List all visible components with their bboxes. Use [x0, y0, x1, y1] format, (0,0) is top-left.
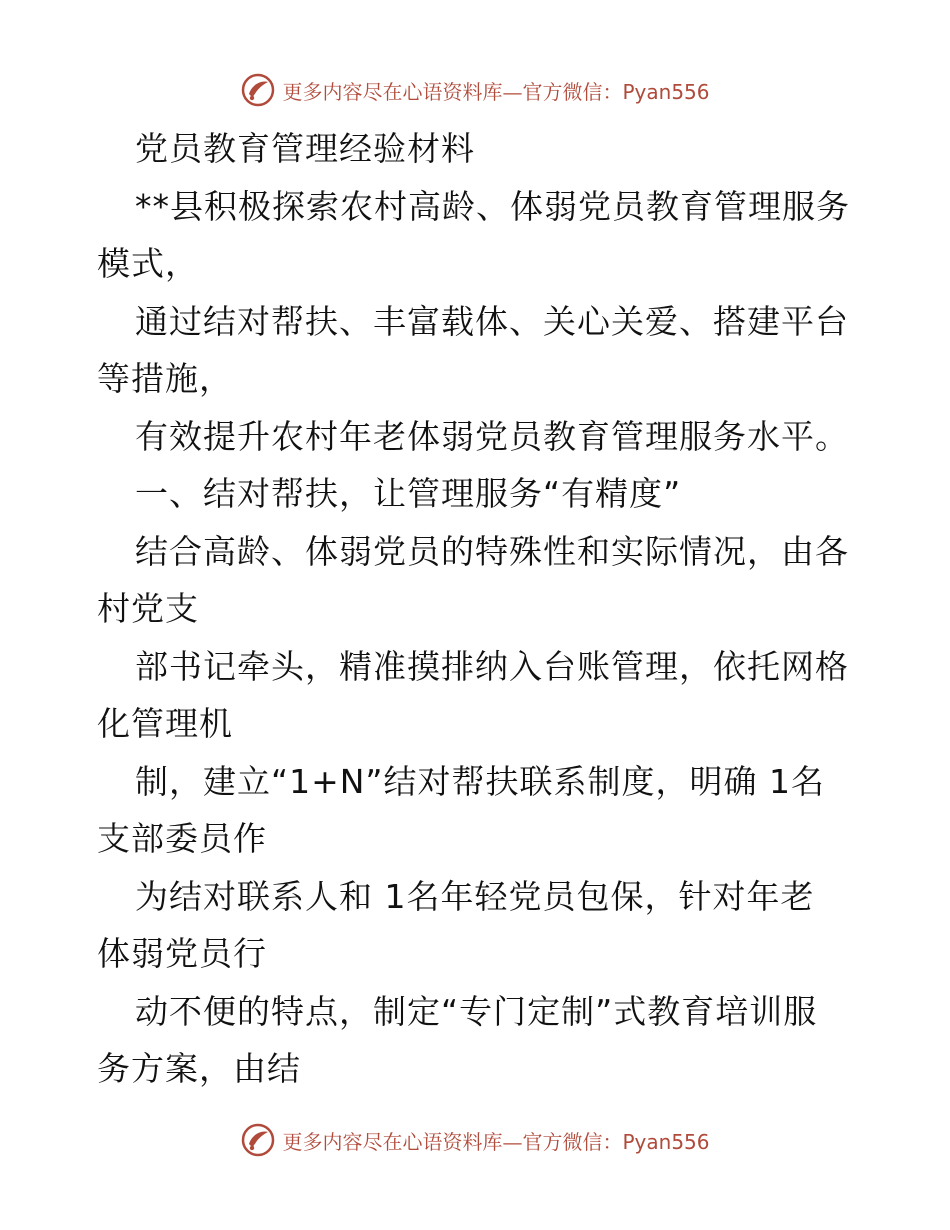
- text-line: 部书记牵头，精准摸排纳入台账管理，依托网格: [135, 646, 849, 686]
- text-line: 制，建立“1+N”结对帮扶联系制度，明确 1名: [135, 761, 826, 801]
- text-line: 有效提升农村年老体弱党员教育管理服务水平。: [135, 416, 849, 456]
- wechat-id: Pyan556: [622, 79, 710, 104]
- footer-banner: [0, 1120, 950, 1160]
- text-line: 党员教育管理经验材料: [135, 129, 475, 168]
- banner-text: 更多内容尽在心语资料库—官方微信：Pyan556: [282, 1129, 710, 1154]
- text-line: 结合高龄、体弱党员的特殊性和实际情况，由各: [135, 531, 849, 571]
- document-body: [97, 120, 857, 1098]
- text-line: 一、结对帮扶，让管理服务“有精度”: [135, 474, 682, 513]
- text-line: 模式，: [97, 244, 199, 283]
- text-line: 为结对联系人和 1名年轻党员包保，针对年老: [135, 876, 815, 916]
- text-line: 务方案，由结: [97, 1049, 301, 1088]
- text-line: 等措施，: [97, 359, 233, 398]
- text-line: 动不便的特点，制定“专门定制”式教育培训服: [135, 991, 818, 1031]
- wechat-id: Pyan556: [622, 1129, 710, 1154]
- text-line: 支部委员作: [97, 819, 267, 858]
- header-banner: [0, 70, 950, 110]
- text-line: 化管理机: [97, 704, 233, 743]
- text-line: 体弱党员行: [97, 934, 267, 973]
- library-logo-icon: [240, 72, 276, 108]
- banner-text: 更多内容尽在心语资料库—官方微信：Pyan556: [282, 79, 710, 104]
- text-line: 通过结对帮扶、丰富载体、关心关爱、搭建平台: [135, 301, 849, 341]
- library-logo-icon: [240, 1122, 276, 1158]
- text-line: **县积极探索农村高龄、体弱党员教育管理服务: [135, 186, 850, 226]
- text-line: 村党支: [97, 589, 199, 628]
